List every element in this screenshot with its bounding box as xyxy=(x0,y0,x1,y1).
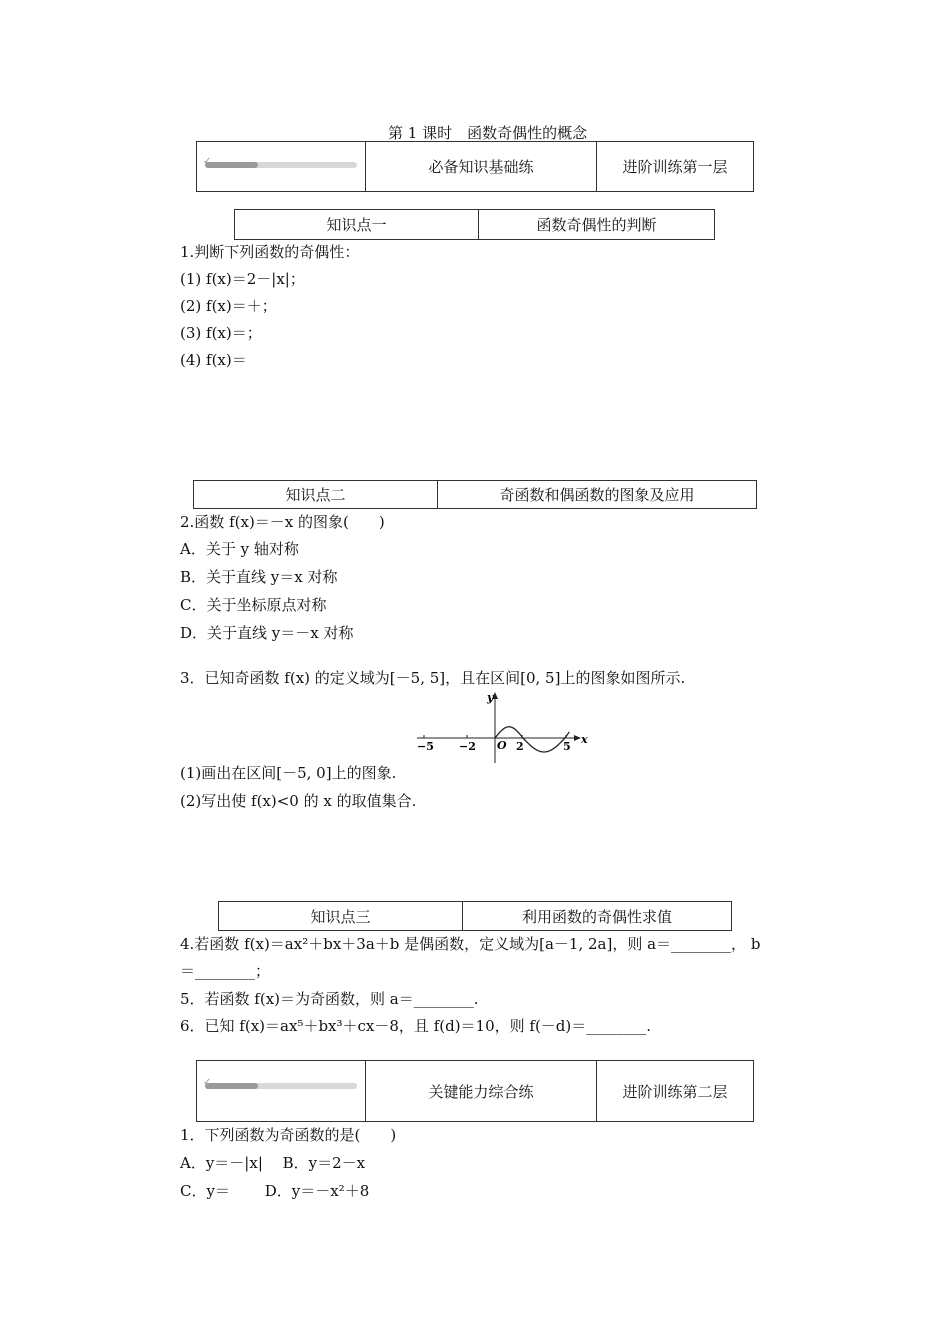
function-graph xyxy=(405,688,595,766)
question-1-item: (4) f(x)＝ xyxy=(180,351,247,369)
question-4-line2: ＝________； xyxy=(180,962,271,980)
tick-label: 5 xyxy=(563,740,571,753)
progress-fill xyxy=(205,162,258,168)
section-name: 关键能力综合练 xyxy=(366,1061,597,1122)
question-2-stem: 2.函数 f(x)＝－x 的图象( ) xyxy=(180,513,385,531)
option-d: D．关于直线 y＝－x 对称 xyxy=(180,624,354,642)
section-level: 进阶训练第二层 xyxy=(597,1061,754,1122)
y-axis-label: y xyxy=(487,691,494,704)
check-icon: ✓ xyxy=(203,156,212,167)
kp-label: 知识点三 xyxy=(219,902,463,931)
question-6: 6．已知 f(x)＝ax⁵＋bx³＋cx－8，且 f(d)＝10，则 f(－d)＝________. xyxy=(180,1017,652,1035)
question-1-item: (3) f(x)＝； xyxy=(180,324,262,342)
question-4-line1: 4.若函数 f(x)＝ax²＋bx＋3a＋b 是偶函数，定义域为[a－1, 2a]，则 a＝________， b xyxy=(180,935,761,953)
question-1-stem: 1.判断下列函数的奇偶性： xyxy=(180,243,360,261)
knowledge-point-3 xyxy=(218,901,732,931)
question-1-item: (2) f(x)＝＋； xyxy=(180,297,277,315)
knowledge-point-1 xyxy=(234,209,715,240)
progress-bar xyxy=(205,1083,357,1089)
section-band-key xyxy=(196,1060,754,1122)
origin-label: O xyxy=(497,739,507,752)
page-title: 第 1 课时 函数奇偶性的概念 xyxy=(388,124,588,142)
tick-label: 2 xyxy=(516,740,524,753)
progress-fill xyxy=(205,1083,258,1089)
section-name: 必备知识基础练 xyxy=(366,142,597,192)
progress-cell xyxy=(197,1061,366,1122)
progress-cell xyxy=(197,142,366,192)
kp-label: 知识点一 xyxy=(235,210,479,240)
question-3-stem: 3．已知奇函数 f(x) 的定义域为[－5, 5]，且在区间[0, 5]上的图象如图所示. xyxy=(180,669,686,687)
question-7-options-row1: A．y＝－|x| B．y＝2－x xyxy=(180,1154,366,1172)
progress-bar xyxy=(205,162,357,168)
section-level: 进阶训练第一层 xyxy=(597,142,754,192)
question-5: 5．若函数 f(x)＝为奇函数，则 a＝________. xyxy=(180,990,479,1008)
option-a: A．关于 y 轴对称 xyxy=(180,540,299,558)
kp-topic: 奇函数和偶函数的图象及应用 xyxy=(438,481,757,509)
tick-label: −5 xyxy=(417,740,434,753)
question-3-sub1: (1)画出在区间[－5, 0]上的图象. xyxy=(180,764,397,782)
option-c: C．关于坐标原点对称 xyxy=(180,596,327,614)
x-axis-arrow xyxy=(574,735,581,741)
option-b: B．关于直线 y＝x 对称 xyxy=(180,568,338,586)
check-icon: ✓ xyxy=(203,1077,212,1088)
section-band-basic xyxy=(196,141,754,192)
question-7-stem: 1．下列函数为奇函数的是( ) xyxy=(180,1126,397,1144)
kp-topic: 函数奇偶性的判断 xyxy=(479,210,715,240)
kp-topic: 利用函数的奇偶性求值 xyxy=(463,902,732,931)
question-3-sub2: (2)写出使 f(x)<0 的 x 的取值集合. xyxy=(180,792,417,810)
knowledge-point-2 xyxy=(193,480,757,509)
question-1-item: (1) f(x)＝2－|x|； xyxy=(180,270,305,288)
x-axis-label: x xyxy=(581,733,588,746)
tick-label: −2 xyxy=(459,740,476,753)
question-7-options-row2: C．y＝ D．y＝－x²＋8 xyxy=(180,1182,370,1200)
kp-label: 知识点二 xyxy=(194,481,438,509)
